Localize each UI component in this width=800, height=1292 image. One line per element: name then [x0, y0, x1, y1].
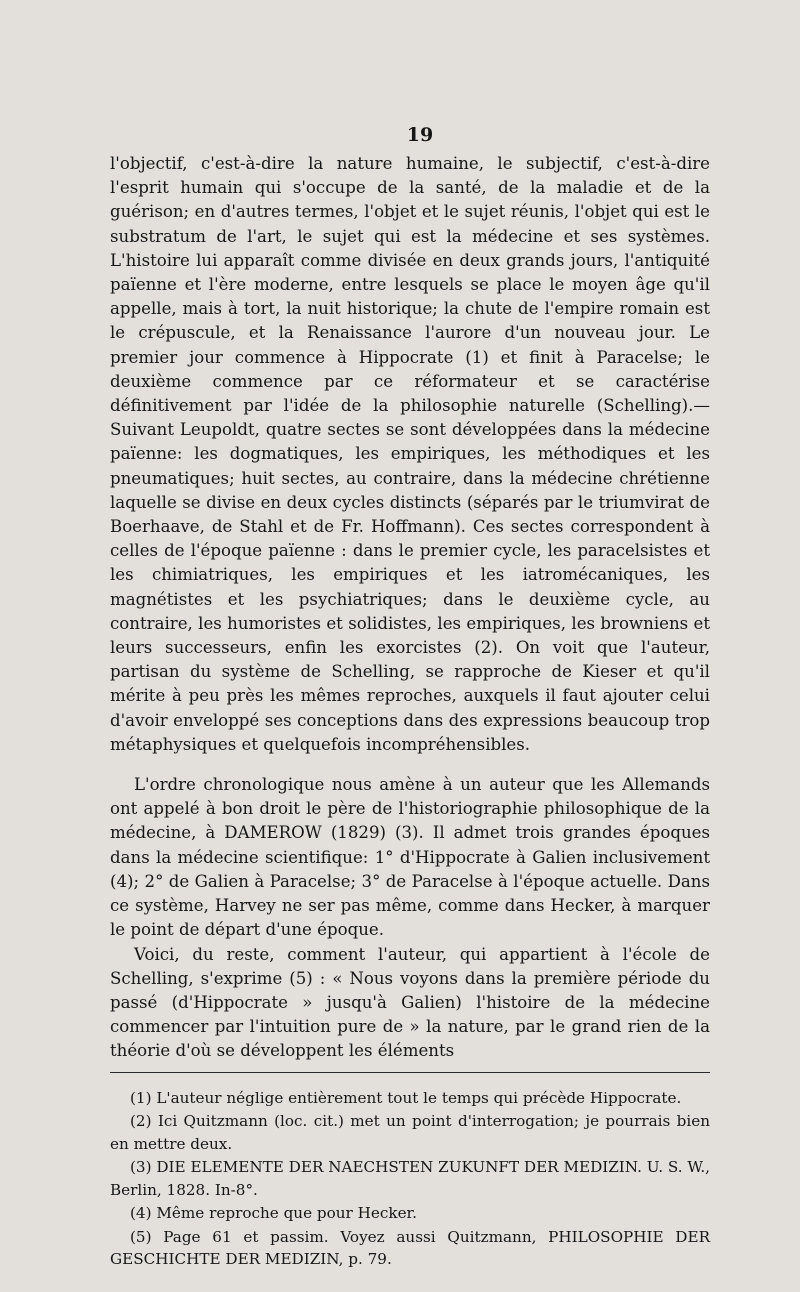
footnotes: [110, 1087, 710, 1271]
body-paragraph: L'ordre chronologique nous amène à un auteur que les Allemands ont appelé à bon droit le père de l'historiographie philosophique de la médecine, à DAMEROW (1829) (3). Il admet trois grandes époques dans la médecine scientifique: 1° d'Hippocrate à Galien inclusivement (4); 2° de Galien à Paracelse; 3° de Paracelse à l'époque actuelle. Dans ce système, Harvey ne ser pas même, comme dans Hecker, à marquer le point de départ d'une époque.: [110, 775, 710, 940]
footnote-divider: [110, 1072, 710, 1073]
body-paragraph: l'objectif, c'est-à-dire la nature humaine, le subjectif, c'est-à-dire l'esprit humain qui s'occupe de la santé, de la maladie et de la guérison; en d'autres termes, l'objet et le sujet réunis, l'objet qui est le substratum de l'art, le sujet qui est la médecine et ses systèmes. L'histoire lui apparaît comme divisée en deux grands jours, l'antiquité païenne et l'ère moderne, entre lesquels se place le moyen âge qu'il appelle, mais à tort, la nuit historique; la chute de l'empire romain est le crépuscule, et la Renaissance l'aurore d'un nouveau jour. Le premier jour commence à Hippocrate (1) et finit à Paracelse; le deuxième commence par ce réformateur et se caractérise définitivement par l'idée de la philosophie naturelle (Schelling).—Suivant Leupoldt, quatre sectes se sont développées dans la médecine païenne: les dogmatiques, les empiriques, les méthodiques et les pneumatiques; huit sectes, au contraire, dans la médecine chrétienne laquelle se divise en deux cycles distincts (séparés par le triumvirat de Boerhaave, de Stahl et de Fr. Hoffmann). Ces sectes correspondent à celles de l'époque païenne : dans le premier cycle, les paracelsistes et les chimiatriques, les empiriques et les iatromécaniques, les magnétistes et les psychiatriques; dans le deuxième cycle, au contraire, les humoristes et solidistes, les empiriques, les browniens et leurs successeurs, enfin les exorcistes (2). On voit que l'auteur, partisan du système de Schelling, se rapproche de Kieser et qu'il mérite à peu près les mêmes reproches, auxquels il faut ajouter celui d'avoir enveloppé ses conceptions dans des expressions beaucoup trop métaphysiques et quelquefois incompréhensibles.: [110, 154, 710, 754]
footnote: (5) Page 61 et passim. Voyez aussi Quitzmann, PHILOSOPHIE DER GESCHICHTE DER MEDIZIN, p. 79.: [110, 1227, 710, 1269]
page-number: 19: [406, 124, 434, 146]
footnote: (1) L'auteur néglige entièrement tout le temps qui précède Hippocrate.: [130, 1088, 682, 1107]
footnote: (3) DIE ELEMENTE DER NAECHSTEN ZUKUNFT DER MEDIZIN. U. S. W., Berlin, 1828. In-8°.: [110, 1158, 710, 1199]
body-paragraph: Voici, du reste, comment l'auteur, qui appartient à l'école de Schelling, s'exprime (5) : « Nous voyons dans la première période du passé (d'Hippocrate » jusqu'à Galien) l'histoire de la médecine commencer par l'intuition pure de » la nature, par le grand rien de la théorie d'où se développent les éléments: [110, 944, 710, 1061]
footnote: (4) Même reproche que pour Hecker.: [130, 1204, 417, 1223]
body-text: [110, 152, 710, 1064]
footnote: (2) Ici Quitzmann (loc. cit.) met un point d'interrogation; je pourrais bien en mettre deux.: [110, 1112, 710, 1153]
